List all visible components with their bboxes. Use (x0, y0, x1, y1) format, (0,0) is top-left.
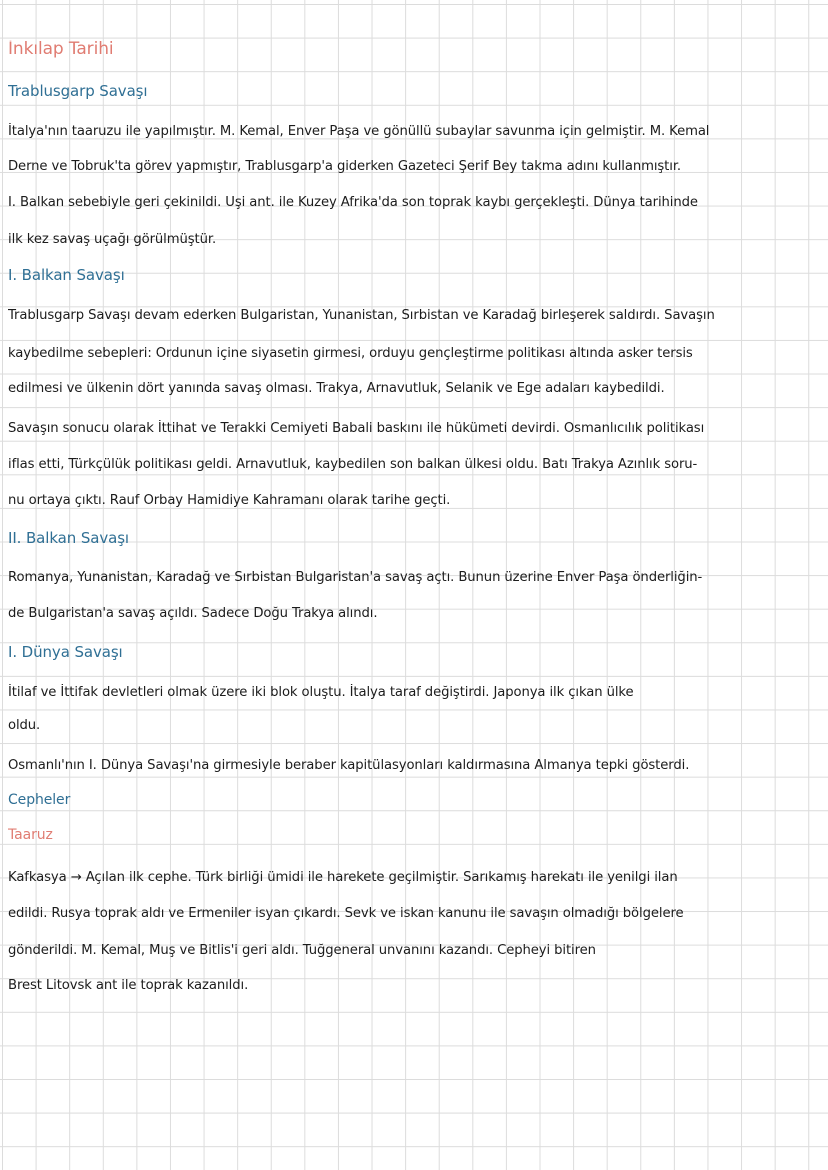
page-title: İnkılap Tarihi (8, 40, 114, 58)
text-line: Osmanlı'nın I. Dünya Savaşı'na girmesiyle beraber kapitülasyonları kaldırmasına Almanya tepki gösterdi. (8, 758, 690, 773)
heading-balkan-2: II. Balkan Savaşı (8, 529, 129, 547)
text-line: Savaşın sonucu olarak İttihat ve Terakki Cemiyeti Babali baskını ile hükümeti devirdi. Osmanlıcılık politikası (8, 421, 705, 436)
text-line: nu ortaya çıktı. Rauf Orbay Hamidiye Kahramanı olarak tarihe geçti. (8, 493, 451, 508)
heading-trablusgarp: Trablusgarp Savaşı (8, 82, 148, 100)
text-line: ilk kez savaş uçağı görülmüştür. (8, 232, 217, 247)
text-line: İtalya'nın taaruzu ile yapılmıştır. M. Kemal, Enver Paşa ve gönüllü subaylar savunma için gelmiştir. M. Kemal (8, 124, 710, 139)
heading-ww1: I. Dünya Savaşı (8, 643, 123, 661)
text-line: Trablusgarp Savaşı devam ederken Bulgaristan, Yunanistan, Sırbistan ve Karadağ birleşerek saldırdı. Savaşın (8, 308, 715, 323)
text-line: oldu. (8, 718, 41, 733)
text-line: edildi. Rusya toprak aldı ve Ermeniler isyan çıkardı. Sevk ve iskan kanunu ile savaşın olmadığı bölgelere (8, 906, 684, 921)
text-line: gönderildi. M. Kemal, Muş ve Bitlis'i geri aldı. Tuğgeneral unvanını kazandı. Cepheyi bitiren (8, 943, 596, 958)
heading-balkan-1: I. Balkan Savaşı (8, 266, 125, 284)
text-line: de Bulgaristan'a savaş açıldı. Sadece Doğu Trakya alındı. (8, 606, 378, 621)
text-line: I. Balkan sebebiyle geri çekinildi. Uşi ant. ile Kuzey Afrika'da son toprak kaybı gerçekleşti. Dünya tarihinde (8, 195, 698, 210)
text-line: Brest Litovsk ant ile toprak kazanıldı. (8, 978, 249, 993)
text-line: Romanya, Yunanistan, Karadağ ve Sırbistan Bulgaristan'a savaş açtı. Bunun üzerine Enver Paşa önderliğin- (8, 570, 703, 585)
text-line: edilmesi ve ülkenin dört yanında savaş olması. Trakya, Arnavutluk, Selanik ve Ege adaları kaybedildi. (8, 381, 665, 396)
text-line: Kafkasya → Açılan ilk cephe. Türk birliği ümidi ile harekete geçilmiştir. Sarıkamış harekatı ile yenilgi ilan (8, 870, 678, 885)
subheading-cepheler: Cepheler (8, 792, 71, 808)
subheading-taaruz: Taaruz (8, 827, 53, 843)
text-line: İtilaf ve İttifak devletleri olmak üzere iki blok oluştu. İtalya taraf değiştirdi. Japonya ilk çıkan ülke (8, 685, 634, 700)
text-line: Derne ve Tobruk'ta görev yapmıştır, Trablusgarp'a giderken Gazeteci Şerif Bey takma adını kullanmıştır. (8, 159, 682, 174)
text-line: iflas etti, Türkçülük politikası geldi. Arnavutluk, kaybedilen son balkan ülkesi oldu. Batı Trakya Azınlık soru- (8, 457, 698, 472)
text-line: kaybedilme sebepleri: Ordunun içine siyasetin girmesi, orduyu gençleştirme politikası altında asker tersis (8, 346, 693, 361)
